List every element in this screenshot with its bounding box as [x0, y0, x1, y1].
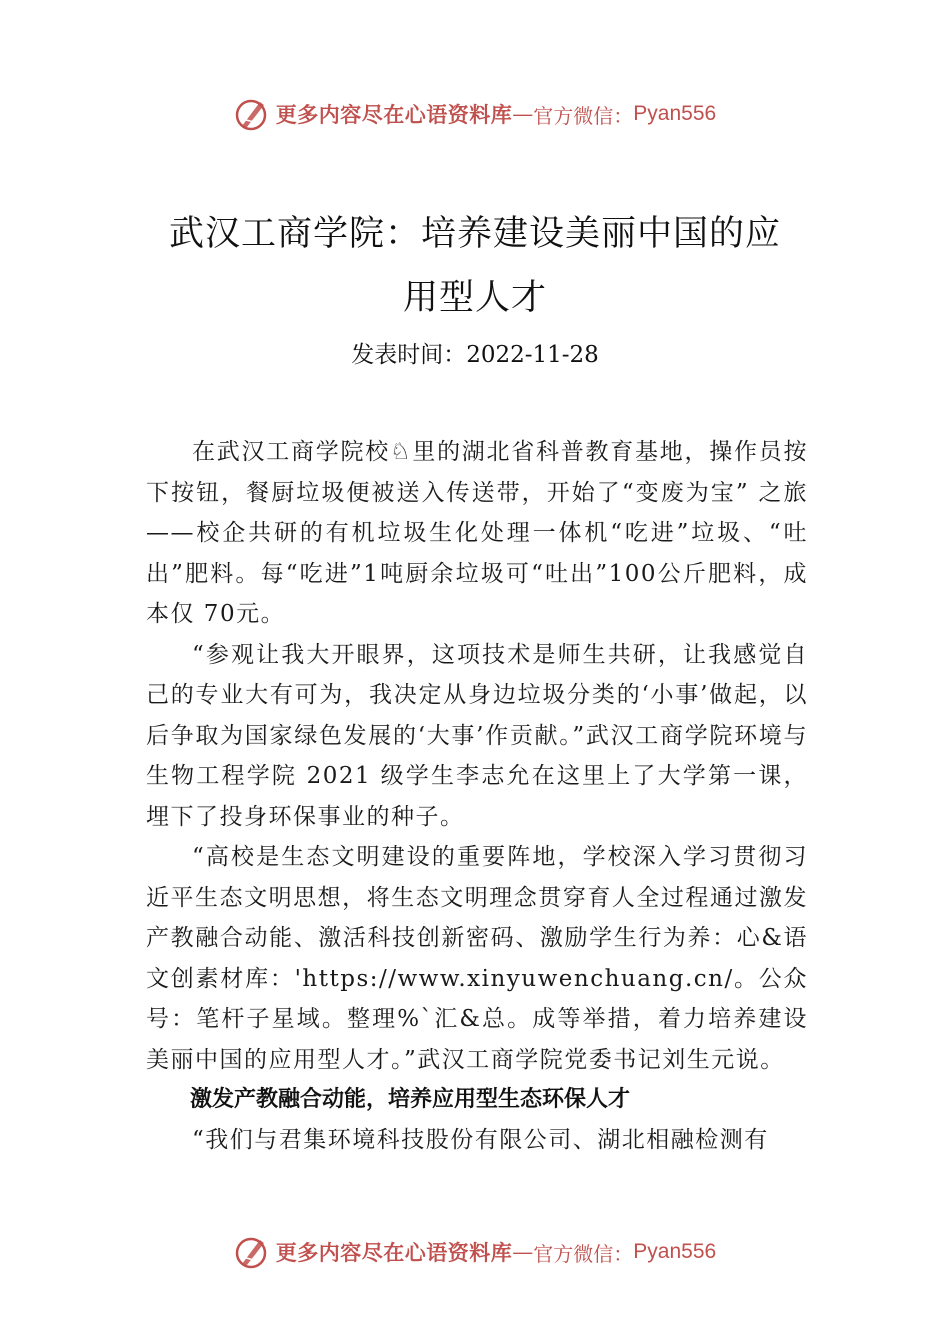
- header-banner: [0, 94, 950, 134]
- banner-slogan: 更多内容尽在心语资料库: [275, 102, 513, 127]
- quill-logo-icon: [234, 1234, 270, 1270]
- paragraph-2: “参观让我大开眼界，这项技术是师生共研，让我感觉自己的专业大有可为，我决定从身边垃圾分类的‘小事’做起，以后争取为国家绿色发展的‘大事’作贡献。”武汉工商学院环境与生物工程学院 2021 级学生李志允在这里上了大学第一课，埋下了投身环保事业的种子。: [146, 641, 808, 830]
- banner-separator: —: [512, 102, 534, 126]
- banner-slogan: 更多内容尽在心语资料库: [275, 1240, 513, 1265]
- paragraph-3: “高校是生态文明建设的重要阵地，学校深入学习贯彻习近平生态文明思想，将生态文明理念贯穿育人全过程通过激发产教融合动能、激活科技创新密码、激励学生行为养：心&语文创素材库：'https://www.xinyuwenchuang.cn/。公众号：笔杆子星域。整理%`汇&总。成等举措，着力培养建设美丽中国的应用型人才。”武汉工商学院党委书记刘生元说。: [146, 844, 808, 1073]
- article-title-line-1: 武汉工商学院：培养建设美丽中国的应: [168, 214, 781, 254]
- paragraph-1: 在武汉工商学院校♘里的湖北省科普教育基地，操作员按下按钮，餐厨垃圾便被送入传送带，开始了“变废为宝” 之旅——校企共研的有机垃圾生化处理一体机“吃进”垃圾、“吐出”肥料。每“吃进”1吨厨余垃圾可“吐出”100公斤肥料，成本仅 70元。: [146, 439, 808, 627]
- publish-date: 发表时间：2022-11-28: [351, 342, 599, 368]
- banner-separator: —: [512, 1240, 534, 1264]
- banner-wechat-label: 官方微信：: [533, 103, 634, 128]
- section-heading: 激发产教融合动能，培养应用型生态环保人才: [190, 1087, 631, 1112]
- paragraph-4: “我们与君集环境科技股份有限公司、湖北相融检测有: [192, 1127, 769, 1153]
- article-body: [146, 432, 808, 1161]
- footer-banner: [0, 1232, 950, 1272]
- quill-logo-icon: [234, 96, 270, 132]
- article-title-line-2: 用型人才: [402, 278, 547, 318]
- banner-wechat-label: 官方微信：: [533, 1241, 634, 1266]
- banner-wechat-handle: Pyan556: [633, 1240, 717, 1263]
- banner-wechat-handle: Pyan556: [633, 102, 717, 125]
